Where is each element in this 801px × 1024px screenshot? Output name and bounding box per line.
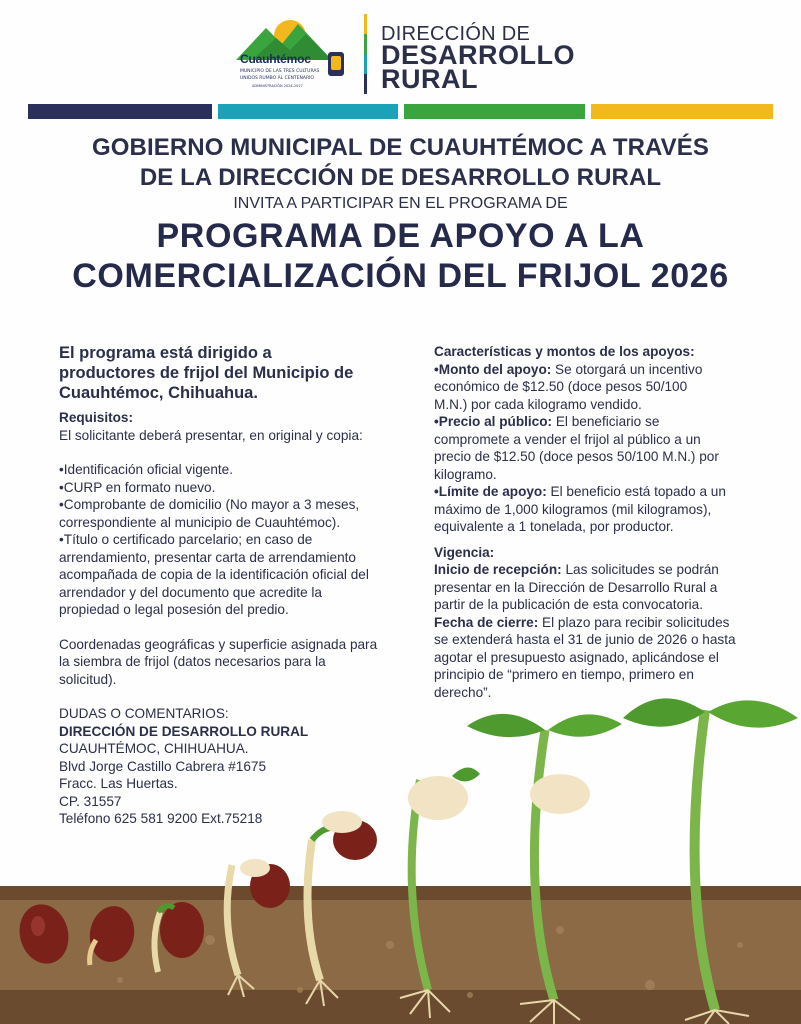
dependency-line-1: DIRECCIÓN DE — [381, 23, 531, 45]
requirement-item: arrendador y del documento que acredite la — [59, 584, 322, 600]
logo-subtitle: MUNICIPIO DE LAS TRES CULTURAS — [240, 69, 320, 74]
logo-period: ADMINISTRACIÓN 2024-2027 — [252, 84, 303, 88]
support-limit-text: máximo de 1,000 kilogramos (mil kilogramos), — [434, 501, 712, 517]
support-limit-label: •Límite de apoyo: — [434, 484, 547, 499]
public-price-text: compromete a vender el frijol al público a un — [434, 431, 701, 447]
government-title-line-2: DE LA DIRECCIÓN DE DESARROLLO RURAL — [139, 164, 662, 191]
features-heading: Características y montos de los apoyos: — [434, 344, 695, 359]
closing-date-text: El plazo para recibir solicitudes — [538, 614, 730, 630]
coordinates-note: Coordenadas geográficas y superficie asignada para — [59, 636, 378, 652]
requirement-item: •CURP en formato nuevo. — [59, 479, 216, 495]
public-price-text: El beneficiario se — [552, 414, 660, 429]
requirement-item: acompañada de copia de la identificación oficial del — [59, 567, 369, 582]
reception-start-label: Inicio de recepción: — [434, 562, 562, 577]
dependency-line-3: RURAL — [381, 64, 478, 94]
amount-text: Se otorgará un incentivo — [551, 361, 703, 377]
program-target-line-3: Cuauhtémoc, Chihuahua. — [59, 384, 258, 402]
requirements-intro: El solicitante deberá presentar, en original y copia: — [59, 427, 363, 443]
requirement-item: •Identificación oficial vigente. — [59, 462, 234, 477]
closing-date-label: Fecha de cierre: — [434, 614, 539, 630]
bean-seed-icon — [160, 902, 204, 958]
invitation-line: INVITA A PARTICIPAR EN EL PROGRAMA DE — [233, 195, 568, 212]
color-bar-navy — [28, 104, 212, 119]
reception-start-text: partir de la publicación de esta convocatoria. — [434, 597, 704, 612]
contact-line: CUAUHTÉMOC, CHIHUAHUA. — [59, 741, 249, 756]
program-title-line-1: PROGRAMA DE APOYO A LA — [156, 217, 645, 255]
requirements-heading: Requisitos: — [59, 410, 134, 425]
requirement-item: correspondiente al municipio de Cuauhtémoc). — [59, 514, 341, 530]
leaf-icon — [623, 698, 705, 726]
color-bar-yellow — [591, 104, 773, 119]
leaf-icon — [708, 700, 798, 727]
requirement-item: arrendamiento, presentar carta de arrendamiento — [59, 549, 356, 565]
header-divider — [364, 14, 367, 94]
requirement-item: propiedad o legal posesión del predio. — [59, 602, 289, 617]
leaf-icon — [548, 714, 622, 736]
bean-seed-icon — [408, 776, 468, 820]
color-bar-green — [404, 104, 585, 119]
amount-label: •Monto del apoyo: — [434, 361, 552, 377]
public-price-text: kilogramo. — [434, 466, 497, 482]
amount-text: económico de $12.50 (doce pesos 50/100 — [434, 379, 688, 394]
validity-heading: Vigencia: — [434, 544, 495, 560]
right-column — [434, 343, 784, 701]
contact-phone: Teléfono 625 581 9200 Ext.75218 — [59, 811, 263, 826]
support-limit-text: El beneficio está topado a un — [546, 484, 726, 499]
contact-line: CP. 31557 — [59, 793, 122, 809]
amount-text: M.N.) por cada kilogramo vendido. — [434, 396, 642, 412]
closing-date-text: derecho”. — [434, 684, 492, 700]
government-title-line-1: GOBIERNO MUNICIPAL DE CUAUHTÉMOC A TRAVÉS — [91, 134, 709, 161]
public-price-label: •Precio al público: — [434, 414, 553, 429]
contact-line: Fracc. Las Huertas. — [59, 776, 178, 791]
closing-date-text: principio de “primero en tiempo, primero en — [434, 667, 694, 682]
logo-tagline: UNIDOS RUMBO AL CENTENARIO — [240, 76, 314, 81]
requirement-item: •Título o certificado parcelario; en caso de — [59, 532, 313, 547]
leaf-icon — [467, 714, 545, 737]
contact-line: Blvd Jorge Castillo Cabrera #1675 — [59, 758, 267, 774]
coordinates-note: la siembra de frijol (datos necesarios para la — [59, 654, 326, 669]
dependency-line-2: DESARROLLO — [381, 40, 575, 70]
support-limit-text: equivalente a 1 tonelada, por productor. — [434, 519, 674, 534]
closing-date-text: agotar el presupuesto asignado, aplicándose el — [434, 649, 719, 665]
requirement-item: •Comprobante de domicilio (No mayor a 3 meses, — [59, 497, 360, 512]
color-bar-teal — [218, 104, 398, 119]
public-price-text: precio de $12.50 (doce pesos 50/100 M.N.) por — [434, 449, 719, 464]
bean-growth-illustration — [0, 690, 801, 1024]
contact-organization: DIRECCIÓN DE DESARROLLO RURAL — [59, 723, 309, 739]
bean-seed-icon — [530, 774, 590, 814]
program-target-line-1: El programa está dirigido a — [59, 344, 272, 362]
program-title-line-2: COMERCIALIZACIÓN DEL FRIJOL 2026 — [72, 257, 729, 295]
contact-heading: DUDAS O COMENTARIOS: — [59, 706, 229, 721]
program-target-line-2: productores de frijol del Municipio de — [59, 364, 354, 382]
closing-date-text: se extenderá hasta el 31 de junio de 2026 o hasta — [434, 632, 736, 647]
reception-start-text: presentar en la Dirección de Desarrollo Rural a — [434, 579, 718, 595]
coordinates-note: solicitud). — [59, 671, 117, 687]
logo-municipality-name: Cuauhtémoc — [240, 52, 311, 66]
reception-start-text: Las solicitudes se podrán — [561, 562, 719, 577]
